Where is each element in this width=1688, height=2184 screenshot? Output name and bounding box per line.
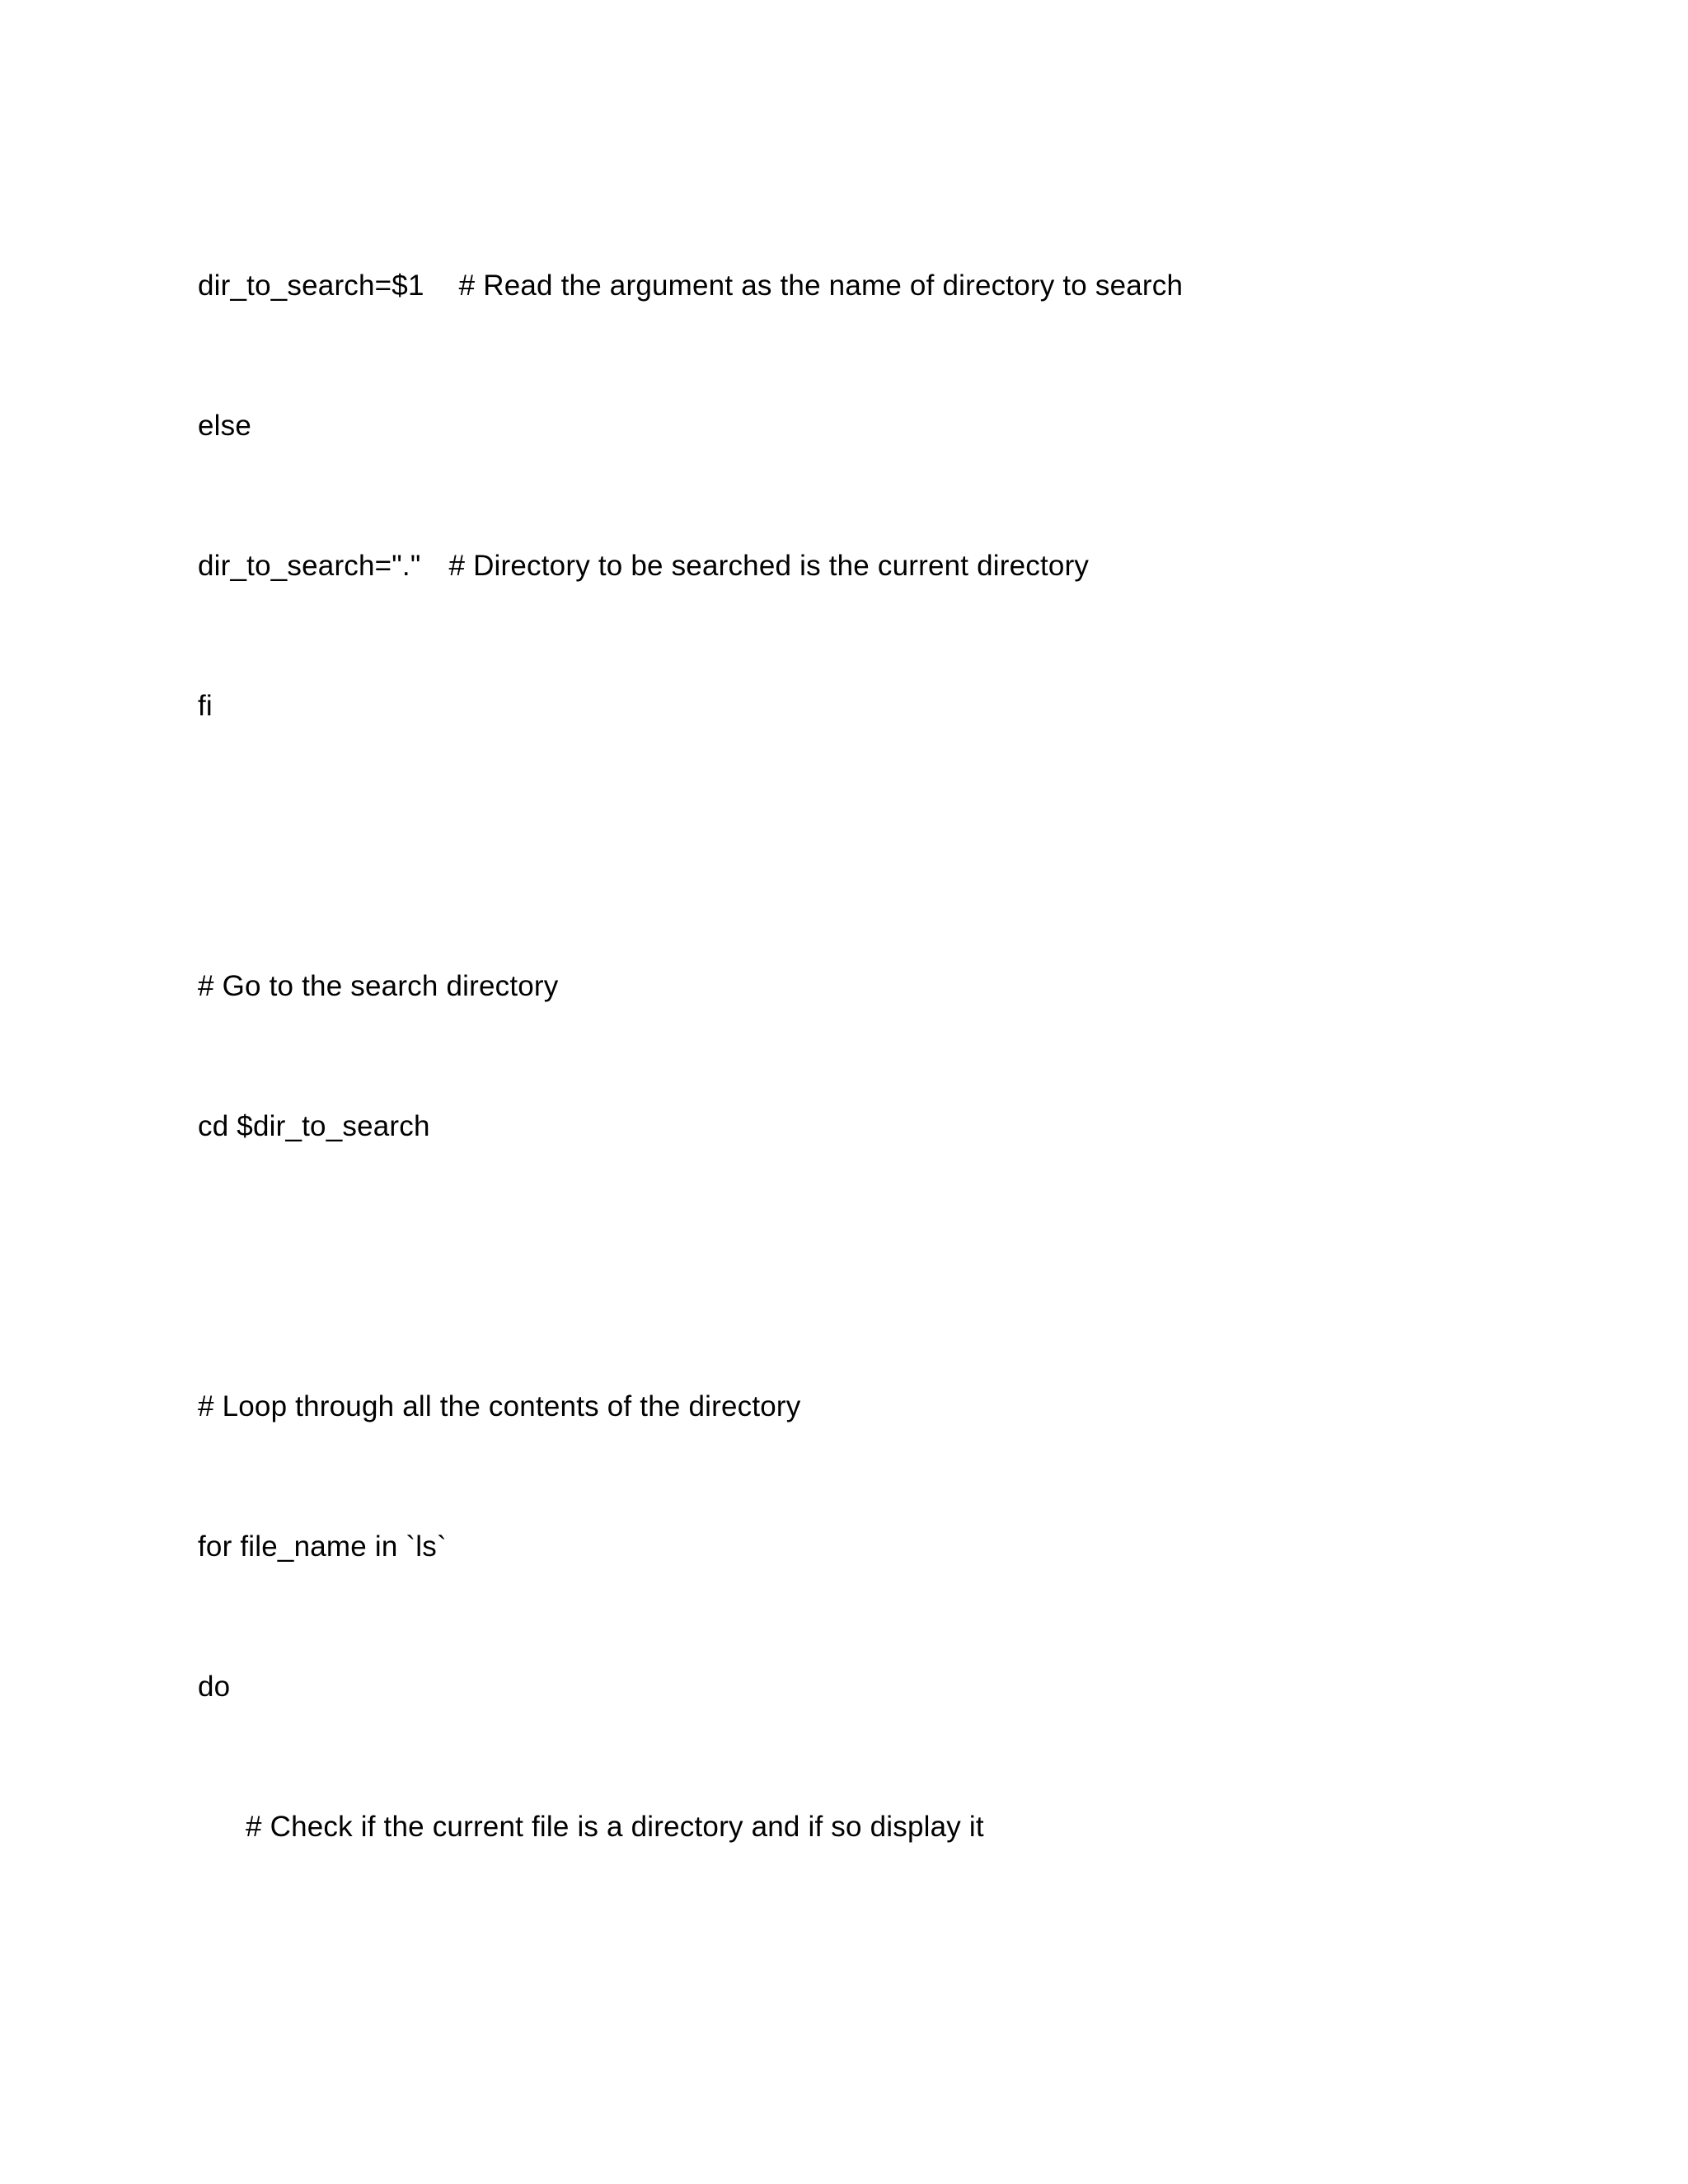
code-comment: # Check if the current file is a directory and if so display it — [246, 1811, 984, 1843]
code-line-2 — [198, 408, 251, 444]
code-line-3 — [198, 548, 1089, 584]
code-text: cd $dir_to_search — [198, 1110, 430, 1142]
code-line-4 — [198, 688, 213, 724]
code-text: for file_name in `ls` — [198, 1530, 447, 1563]
code-line-6 — [198, 1108, 430, 1145]
code-line-8 — [198, 1529, 447, 1565]
code-comment: # Read the argument as the name of directory to search — [458, 269, 1184, 302]
code-comment: # Go to the search directory — [198, 970, 559, 1002]
code-line-9 — [198, 1669, 230, 1705]
code-line-7 — [198, 1389, 800, 1425]
code-line-1 — [198, 268, 1183, 304]
code-comment: # Directory to be searched is the current directory — [448, 550, 1090, 582]
code-text: do — [198, 1671, 231, 1703]
code-text: dir_to_search="." — [198, 550, 421, 582]
code-line-10 — [246, 1809, 984, 1845]
code-line-5 — [198, 968, 558, 1005]
code-text: else — [198, 410, 252, 442]
code-text: fi — [198, 690, 213, 722]
code-comment: # Loop through all the contents of the directory — [198, 1390, 801, 1422]
code-text: dir_to_search=$1 — [198, 269, 424, 302]
